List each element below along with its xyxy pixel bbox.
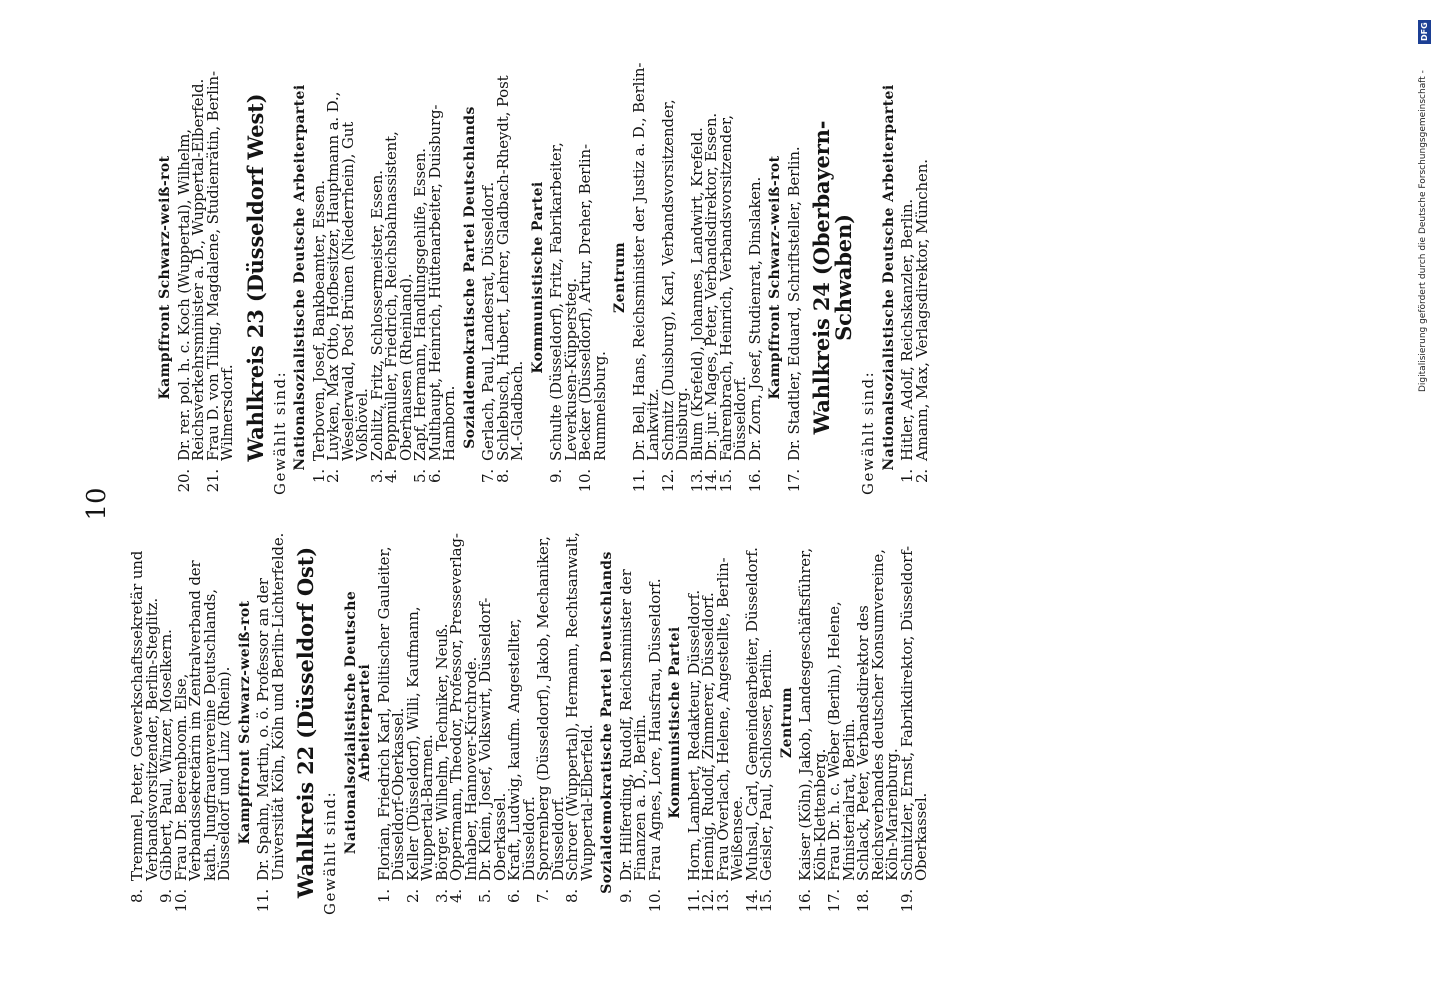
- candidate-text: Fahrenbrach, Heinrich, Verbandsvorsitzender, Düsseldorf.: [716, 115, 749, 461]
- candidate-text: Schulte (Düsseldorf), Fritz, Fabrikarbeiter, Leverkusen-Küppersteg.: [547, 142, 580, 461]
- candidate-number: 11.: [684, 889, 703, 913]
- candidate-number: 3.: [432, 889, 451, 904]
- candidate-number: 6.: [425, 469, 444, 484]
- candidate-number: 16.: [745, 469, 764, 493]
- candidate-number: 8.: [563, 889, 581, 904]
- candidate-text: Dr. Zorn, Josef, Studienrat, Dinslaken.: [745, 176, 764, 461]
- candidate-entry: [897, 530, 930, 915]
- candidate-number: 15.: [757, 889, 775, 913]
- candidate-text: Peppmüller, Friedrich, Reichsbahnassistent, Oberhausen (Rheinland).: [382, 131, 415, 461]
- candidate-text: Frau Agnes, Lore, Hausfrau, Düsseldorf.: [645, 578, 664, 881]
- candidate-number: 4.: [447, 889, 465, 904]
- left-column: [130, 530, 929, 915]
- candidate-number: 1.: [898, 469, 916, 484]
- candidate-text: Muhsal, Carl, Gemeindearbeiter, Düsseldorf.: [742, 547, 761, 881]
- candidate-text: Dr. Spahn, Martin, o. ö. Professor an der Universität Köln, Köln und Berlin-Lichterfelde.: [254, 532, 287, 881]
- party-heading: Kampffront Schwarz-weiß-rot: [236, 600, 253, 845]
- candidate-entry: [798, 530, 827, 915]
- candidate-number: 21.: [203, 469, 222, 493]
- candidate-text: Zapf, Hermann, Handlungsgehilfe, Essen.: [411, 148, 429, 461]
- candidate-number: 14.: [702, 469, 720, 493]
- candidate-entry: [374, 530, 407, 915]
- candidate-entry: [658, 60, 691, 495]
- candidate-number: 7.: [534, 889, 552, 904]
- candidate-number: 17.: [784, 469, 803, 493]
- candidate-number: 10.: [171, 889, 190, 913]
- candidate-text: Schlack, Peter, Verbandsdirektor des Reichsverbandes deutscher Konsumvereine, Köln-Marienburg.: [854, 549, 901, 881]
- candidate-number: 1.: [374, 889, 393, 904]
- wahlkreis-heading: Wahlkreis 24 (Oberbayern-Schwaben): [809, 120, 856, 435]
- candidate-text: Keller (Düsseldorf), Willi, Kaufmann, Wuppertal-Barmen.: [403, 606, 436, 881]
- candidate-text: Dr. Bell, Hans, Reichsminister der Justiz a. D., Berlin-Lankwitz.: [629, 62, 662, 461]
- party-heading: Zentrum: [612, 242, 628, 313]
- candidate-number: 10.: [576, 469, 594, 493]
- candidate-number: 18.: [854, 889, 872, 913]
- candidate-entry: [856, 530, 900, 915]
- candidate-text: Frau D. von Tiling, Magdalene, Studienrätin, Berlin-Wilmersdorf.: [203, 71, 236, 461]
- candidate-entry: [478, 530, 507, 915]
- candidate-number: 20.: [174, 469, 193, 493]
- candidate-text: Zohlitz, Fritz, Schlossermeister, Essen.: [367, 170, 386, 461]
- candidate-number: 2.: [324, 469, 342, 484]
- candidate-text: Multhaupt, Heinrich, Hüttenarbeiter, Duisburg-Hamborn.: [425, 104, 458, 461]
- candidate-number: 15.: [716, 469, 735, 493]
- candidate-number: 9.: [157, 889, 175, 904]
- candidate-number: 14.: [742, 889, 761, 913]
- candidate-entry: [759, 530, 774, 915]
- candidate-entry: [912, 60, 931, 495]
- candidate-number: 3.: [367, 469, 386, 484]
- candidate-number: 12.: [699, 889, 717, 913]
- candidate-entry: [713, 530, 746, 915]
- candidate-number: 7.: [479, 469, 497, 484]
- candidate-text: Florian, Friedrich Karl, Politischer Gauleiter, Düsseldorf-Oberkassel.: [374, 546, 407, 881]
- candidate-entry: [174, 60, 207, 495]
- wahlkreis-heading: Wahlkreis 23 (Düsseldorf West): [242, 93, 268, 462]
- candidate-number: 11.: [629, 469, 648, 493]
- candidate-entry: [645, 530, 664, 915]
- candidate-entry: [449, 530, 478, 915]
- party-heading: Sozialdemokratische Partei Deutschlands: [461, 106, 478, 449]
- candidate-entry: [784, 60, 803, 495]
- candidate-number: 9.: [616, 889, 635, 904]
- candidate-number: 8.: [128, 889, 146, 904]
- candidate-entry: [425, 60, 458, 495]
- candidate-text: Schmitz (Duisburg), Karl, Verbandsvorsitzender, Duisburg.: [658, 99, 691, 461]
- candidate-number: 13.: [713, 889, 732, 913]
- candidate-number: 17.: [825, 889, 843, 913]
- candidate-text: Dr. Hilferding, Rudolf, Reichsminister der Finanzen a. D., Berlin.: [616, 569, 649, 881]
- candidate-entry: [827, 530, 856, 915]
- candidate-number: 16.: [796, 889, 814, 913]
- candidate-text: Gerlach, Paul, Landesrat, Düsseldorf.: [479, 182, 497, 461]
- candidate-text: Sporrenberg (Düsseldorf), Jakob, Mechaniker, Düsseldorf.: [534, 536, 567, 881]
- candidate-text: Frau Dr. h. c. Weber (Berlin), Helene, Ministerialrat, Berlin.: [825, 601, 858, 881]
- candidate-text: Frau Overlach, Helene, Angestellte, Berlin-Weißensee.: [713, 557, 746, 881]
- candidate-number: 19.: [897, 889, 916, 913]
- digitization-credit: Digitalisierung gefördert durch die Deutsche Forschungsgemeinschaft -: [1418, 70, 1428, 392]
- candidate-text: Kaiser (Köln), Jakob, Landesgeschäftsführer, Köln-Klettenberg.: [796, 547, 829, 881]
- elected-label: Gewählt sind:: [859, 370, 877, 495]
- candidate-entry: [256, 530, 285, 915]
- candidate-text: Börger, Wilhelm, Techniker, Neuß.: [432, 623, 451, 881]
- candidate-entry: [565, 530, 594, 915]
- candidate-number: 11.: [254, 889, 272, 913]
- candidate-entry: [171, 530, 233, 915]
- candidate-text: Luyken, Max Otto, Hofbesitzer, Hauptmann a. D., Weselerwald, Post Brünen (Niederrhein), Gut Voßhövel.: [324, 91, 371, 461]
- candidate-text: Dr. rer. pol. h. c. Koch (Wuppertal), Wilhelm, Reichsverkehrsminister a. D., Wuppertal-Elberfeld.: [174, 78, 207, 461]
- candidate-text: Geisler, Paul, Schlosser, Berlin.: [757, 648, 775, 881]
- wahlkreis-heading: Wahlkreis 22 (Düsseldorf Ost): [293, 546, 318, 899]
- party-heading: Zentrum: [778, 687, 795, 758]
- candidate-text: Becker (Düsseldorf), Artur, Dreher, Berlin-Rummelsburg.: [576, 144, 609, 461]
- candidate-entry: [745, 60, 764, 495]
- candidate-number: 10.: [645, 889, 664, 913]
- candidate-entry: [536, 530, 565, 915]
- candidate-entry: [203, 60, 236, 495]
- candidate-number: 5.: [411, 469, 429, 484]
- party-heading: Kampffront Schwarz-weiß-rot: [767, 155, 783, 400]
- candidate-number: 4.: [382, 469, 400, 484]
- candidate-text: Schlebusch, Hubert, Lehrer, Gladbach-Rheydt, Post M.-Gladbach.: [493, 75, 526, 461]
- candidate-text: Gibbert, Paul, Winzer, Moselkern.: [157, 629, 175, 881]
- candidate-number: 13.: [687, 469, 706, 493]
- dfg-logo: DFG: [1418, 20, 1431, 44]
- candidate-number: 2.: [403, 889, 422, 904]
- candidate-text: Dr. Stadtler, Eduard, Schriftsteller, Berlin.: [784, 146, 803, 461]
- candidate-entry: [493, 60, 526, 495]
- candidate-number: 2.: [912, 469, 931, 484]
- candidate-number: 8.: [493, 469, 512, 484]
- candidate-entry: [130, 530, 159, 915]
- candidate-entry: [578, 60, 607, 495]
- candidate-entry: [403, 530, 436, 915]
- elected-label: Gewählt sind:: [270, 370, 289, 495]
- candidate-text: Schnitzler, Ernst, Fabrikdirektor, Düsseldorf-Oberkassel.: [897, 546, 930, 881]
- candidate-text: Kraft, Ludwig, kaufm. Angestellter, Düsseldorf.: [505, 618, 538, 881]
- candidate-text: Terboven, Josef, Bankbeamter, Essen.: [309, 180, 328, 461]
- candidate-number: 6.: [505, 889, 523, 904]
- candidate-entry: [616, 530, 649, 915]
- candidate-entry: [549, 60, 578, 495]
- candidate-text: Hennig, Rudolf, Zimmerer, Düsseldorf.: [699, 592, 717, 881]
- party-heading: Nationalsozialistische Deutsche Arbeiterpartei: [292, 84, 308, 471]
- candidate-number: 9.: [547, 469, 565, 484]
- candidate-number: 5.: [476, 889, 494, 904]
- party-heading: Kommunistische Partei: [529, 181, 546, 374]
- candidate-entry: [629, 60, 662, 495]
- candidate-entry: [384, 60, 413, 495]
- candidate-entry: [507, 530, 536, 915]
- candidate-text: Dr. jur. Mages, Peter, Verbandsdirektor, Essen.: [702, 113, 720, 461]
- candidate-number: 12.: [658, 469, 677, 493]
- party-heading: Kampffront Schwarz-weiß-rot: [157, 155, 173, 400]
- party-heading: Nationalsozialistische Deutsche Arbeiterpartei: [880, 84, 897, 471]
- right-column: [152, 60, 929, 495]
- candidate-number: 1.: [309, 469, 328, 484]
- party-heading: Nationalsozialistische Deutsche Arbeiterpartei: [342, 590, 373, 855]
- candidate-text: Hitler, Adolf, Reichskanzler, Berlin.: [898, 198, 916, 461]
- candidate-text: Horn, Lambert, Redakteur, Düsseldorf.: [684, 589, 703, 881]
- candidate-entry: [326, 60, 370, 495]
- candidate-text: Oppermann, Theodor, Professor, Presseverlag-Inhaber, Hannover-Kirchrode.: [447, 533, 480, 881]
- candidate-entry: [716, 60, 749, 495]
- candidate-text: Schroer (Wuppertal), Hermann, Rechtsanwalt, Wuppertal-Elberfeld.: [563, 532, 596, 881]
- elected-label: Gewählt sind:: [321, 790, 339, 915]
- party-heading: Kommunistische Partei: [667, 626, 683, 819]
- candidate-text: Tremmel, Peter, Gewerkschaftssekretär und Verbandsvorsitzender, Berlin-Steglitz.: [128, 550, 161, 881]
- candidate-text: Blum (Krefeld), Johannes, Landwirt, Krefeld.: [687, 127, 706, 461]
- party-heading: Sozialdemokratische Partei Deutschlands: [599, 551, 615, 894]
- candidate-text: Frau Dr. Beerenboom. Else, Verbandssekretärin im Zentralverband der kath. Jungfrauenvereine Deutschlands, Düsseldorf und Linz (Rhein).: [171, 560, 233, 881]
- candidate-text: Dr. Klein, Josef, Volkswirt, Düsseldorf-Oberkassel.: [476, 597, 509, 881]
- candidate-text: Amann, Max, Verlagsdirektor, München.: [912, 159, 931, 461]
- page-number: 10: [82, 487, 112, 521]
